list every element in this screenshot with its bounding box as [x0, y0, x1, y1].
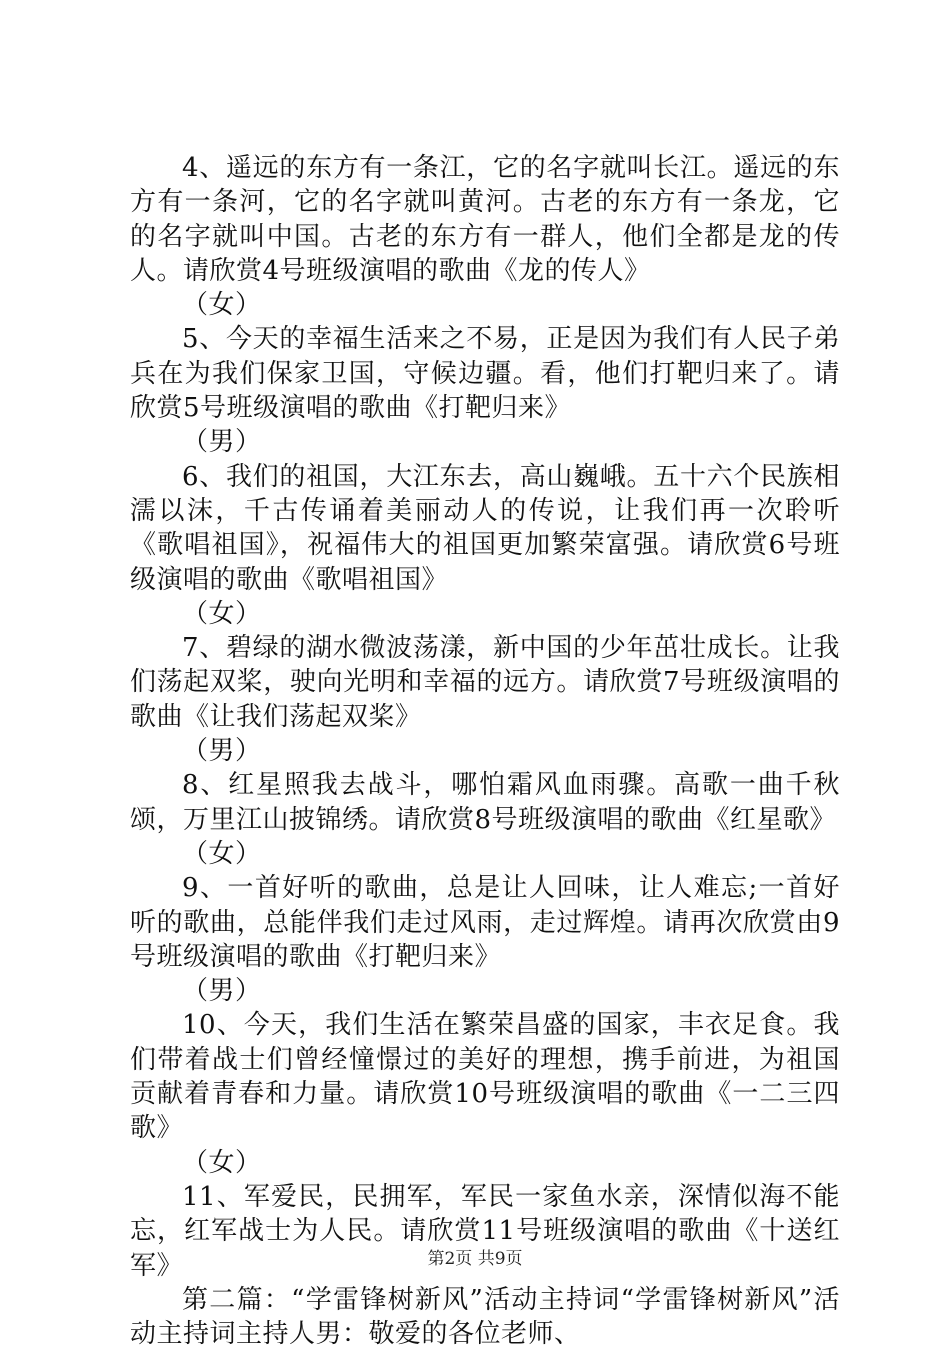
speaker-label: （男）: [182, 976, 262, 1007]
paragraph-5: 5、今天的幸福生活来之不易，正是因为我们有人民子弟兵在为我们保家卫国，守候边疆。看，他们打靶归来了。请欣赏5号班级演唱的歌曲《打靶归来》: [130, 324, 840, 424]
speaker-label: （女）: [182, 1147, 262, 1178]
speaker-label: （男）: [182, 736, 262, 767]
page-number-footer: 第2页 共9页: [427, 1249, 523, 1269]
paragraph-6: 6、我们的祖国，大江东去，高山巍峨。五十六个民族相濡以沫，千古传诵着美丽动人的传说，让我们再一次聆听《歌唱祖国》，祝福伟大的祖国更加繁荣富强。请欣赏6号班级演唱的歌曲《歌唱祖国》: [130, 461, 840, 595]
paragraph-11: 11、军爱民，民拥军，军民一家鱼水亲，深情似海不能忘，红军战士为人民。请欣赏11号班级演唱的歌曲《十送红军》: [130, 1181, 840, 1281]
paragraph-4: 4、遥远的东方有一条江，它的名字就叫长江。遥远的东方有一条河，它的名字就叫黄河。古老的东方有一条龙，它的名字就叫中国。古老的东方有一群人，他们全都是龙的传人。请欣赏4号班级演唱的歌曲《龙的传人》: [130, 153, 840, 286]
speaker-label: （女）: [182, 838, 262, 869]
document-body: [130, 151, 840, 1351]
paragraph-9: 9、一首好听的歌曲，总是让人回味，让人难忘;一首好听的歌曲，总能伴我们走过风雨，走过辉煌。请再次欣赏由9号班级演唱的歌曲《打靶归来》: [130, 873, 840, 972]
paragraph-10: 10、今天，我们生活在繁荣昌盛的国家，丰衣足食。我们带着战士们曾经憧憬过的美好的理想，携手前进，为祖国贡献着青春和力量。请欣赏10号班级演唱的歌曲《一二三四歌》: [130, 1010, 840, 1144]
paragraph-8: 8、红星照我去战斗，哪怕霜风血雨骤。高歌一曲千秋颂，万里江山披锦绣。请欣赏8号班级演唱的歌曲《红星歌》: [130, 770, 840, 835]
speaker-label: （女）: [182, 598, 262, 629]
speaker-label: （男）: [182, 427, 262, 458]
section-two-heading: 第二篇：“学雷锋树新风”活动主持词“学雷锋树新风”活动主持词主持人男：敬爱的各位老师、: [130, 1284, 840, 1350]
speaker-label: （女）: [182, 290, 262, 321]
paragraph-7: 7、碧绿的湖水微波荡漾，新中国的少年茁壮成长。让我们荡起双桨，驶向光明和幸福的远方。请欣赏7号班级演唱的歌曲《让我们荡起双桨》: [130, 633, 840, 732]
